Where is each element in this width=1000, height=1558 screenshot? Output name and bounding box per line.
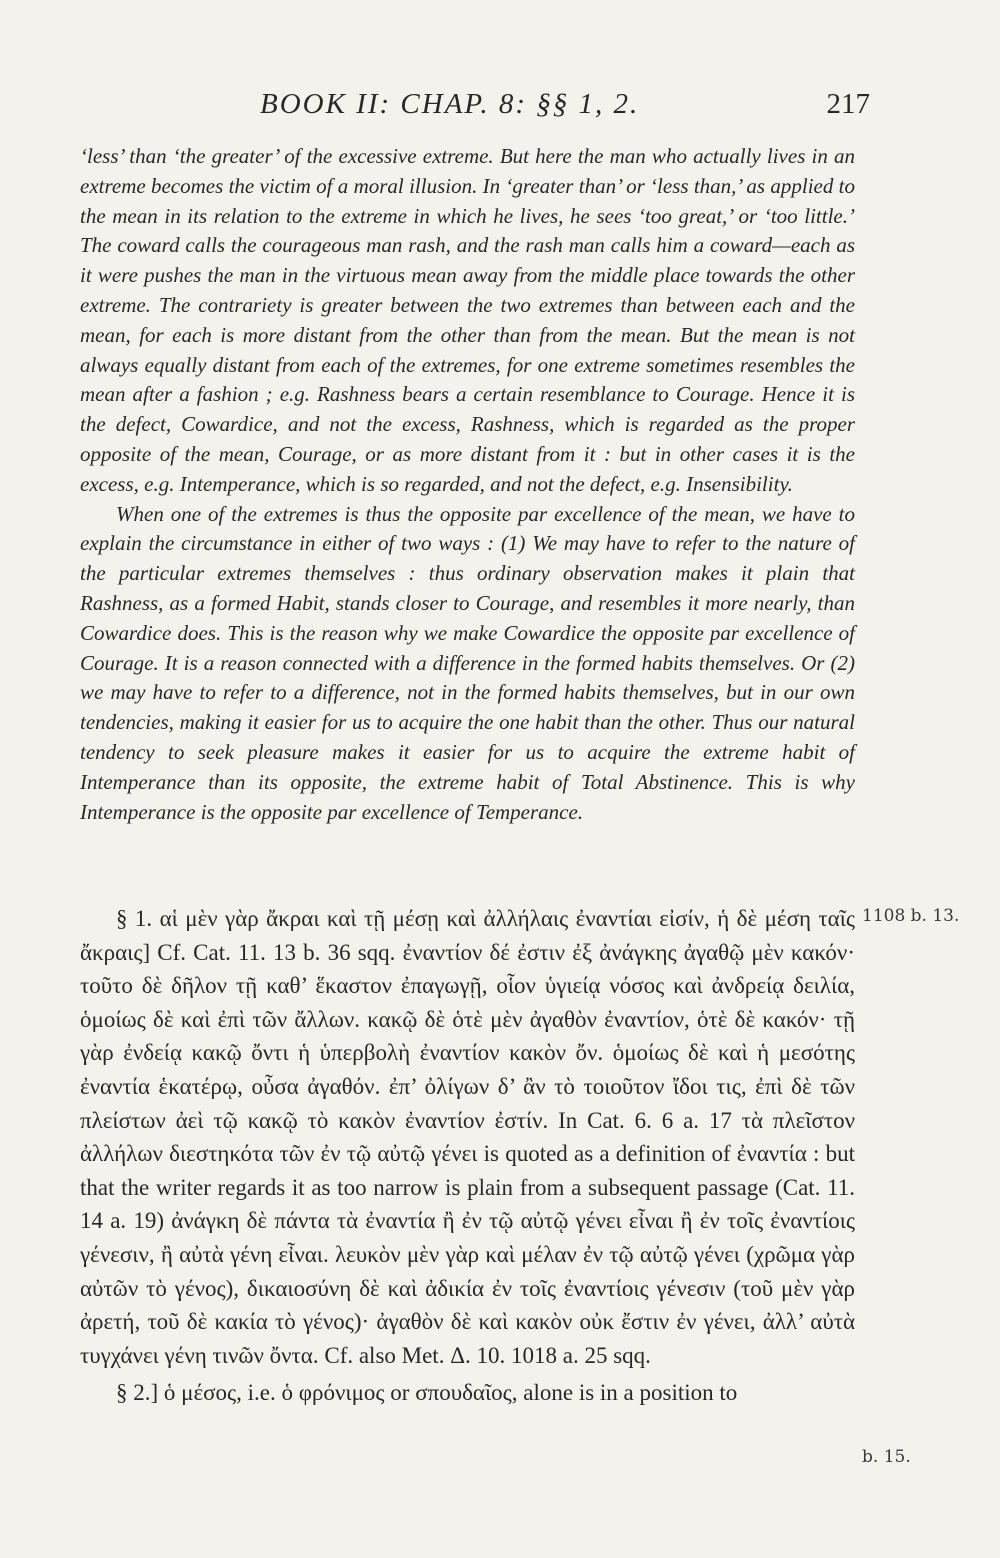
running-title: BOOK II: CHAP. 8: §§ 1, 2. — [260, 88, 640, 120]
note-section-1: § 1. αἱ μὲν γὰρ ἄκραι καὶ τῇ μέσῃ καὶ ἀλλήλαις ἐναντίαι εἰσίν, ἡ δὲ μέση ταῖς ἄκραις] Cf. Cat. 11. 13 b. 36 sqq. ἐναντίον δέ ἐστιν ἐξ ἀνάγκης ἀγαθῷ μὲν κακόν· τοῦτο δὲ δῆλον τῇ καθ’ ἕκαστον ἐπαγωγῇ, οἷον ὑγιείᾳ νόσος καὶ ἀνδρείᾳ δειλία, ὁμοίως δὲ καὶ ἐπὶ τῶν ἄλλων. κακῷ δὲ ὁτὲ μὲν ἀγαθὸν ἐναντίον, ὁτὲ δὲ κακόν· τῇ γὰρ ἐνδείᾳ κακῷ ὄντι ἡ ὑπερβολὴ ἐναντίον κακὸν ὄν. ὁμοίως δὲ καὶ ἡ μεσότης ἐναντία ἑκατέρῳ, οὖσα ἀγαθόν. ἐπ’ ὀλίγων δ’ ἂν τὸ τοιοῦτον ἴδοι τις, ἐπὶ δὲ τῶν πλείστων ἀεὶ τῷ κακῷ τὸ κακὸν ἐναντίον ἐστίν. In Cat. 6. 6 a. 17 τὰ πλεῖστον ἀλλήλων διεστηκότα τῶν ἐν τῷ αὐτῷ γένει is quoted as a definition of ἐναντία : but that the writer regards it as too narrow is plain from a subsequent passage (Cat. 11. 14 a. 19) ἀνάγκη δὲ πάντα τὰ ἐναντία ἢ ἐν τῷ αὐτῷ γένει εἶναι ἢ ἐν τοῖς ἐναντίοις γένεσιν, ἢ αὐτὰ γένη εἶναι. λευκὸν μὲν γὰρ καὶ μέλαν ἐν τῷ αὐτῷ γένει (χρῶμα γὰρ αὐτῶν τὸ γένος), δικαιοσύνη δὲ καὶ ἀδικία ἐν τοῖς ἐναντίοις γένεσιν (τοῦ μὲν γὰρ ἀρετή, τοῦ δὲ κακία τὸ γένος)· ἀγαθὸν δὲ καὶ κακὸν οὐκ ἔστιν ἐν γένει, ἀλλ’ αὐτὰ τυγχάνει γένη τινῶν ὄντα. Cf. also Met. Δ. 10. 1018 a. 25 sqq. — [80, 906, 855, 1368]
running-header — [150, 88, 870, 128]
commentary-text — [80, 142, 855, 827]
footnotes — [80, 902, 855, 1410]
margin-reference-1: 1108 b. 13. — [862, 906, 960, 926]
page-number: 217 — [826, 88, 870, 120]
note-section-2: § 2.] ὁ μέσος, i.e. ὁ φρόνιμος or σπουδαῖος, alone is in a position to — [116, 1380, 738, 1406]
margin-reference-2: b. 15. — [862, 1447, 911, 1467]
commentary-paragraph-1: ‘less’ than ‘the greater’ of the excessive extreme. But here the man who actually lives in an extreme becomes the victim of a moral illusion. In ‘greater than’ or ‘less than,’ as applied to the mean in its relation to the extreme in which he lives, he sees ‘too great,’ or ‘too little.’ The coward calls the courageous man rash, and the rash man calls him a coward—each as it were pushes the man in the virtuous mean away from the middle place towards the other extreme. The contrariety is greater between the two extremes than between each and the mean, for each is more distant from the other than from the mean. But the mean is not always equally distant from each of the extremes, for one extreme sometimes resembles the mean after a fashion ; e.g. Rashness bears a certain resemblance to Courage. Hence it is the defect, Cowardice, and not the excess, Rashness, which is regarded as the proper opposite of the mean, Courage, or as more distant from it : but in other cases it is the excess, e.g. Intemperance, which is so regarded, and not the defect, e.g. Insensibility. — [80, 144, 855, 496]
commentary-paragraph-2: When one of the extremes is thus the opposite par excellence of the mean, we have to explain the circumstance in either of two ways : (1) We may have to refer to the nature of the particular extremes themselves : thus ordinary observation makes it plain that Rashness, as a formed Habit, stands closer to Courage, and resembles it more nearly, than Cowardice does. This is the reason why we make Cowardice the opposite par excellence of Courage. It is a reason connected with a difference in the formed habits themselves. Or (2) we may have to refer to a difference, not in the formed habits themselves, but in our own tendencies, making it easier for us to acquire the one habit than the other. Thus our natural tendency to seek pleasure makes it easier for us to acquire the extreme habit of Intemperance than its opposite, the extreme habit of Total Abstinence. This is why Intemperance is the opposite par excellence of Temperance. — [80, 501, 855, 824]
